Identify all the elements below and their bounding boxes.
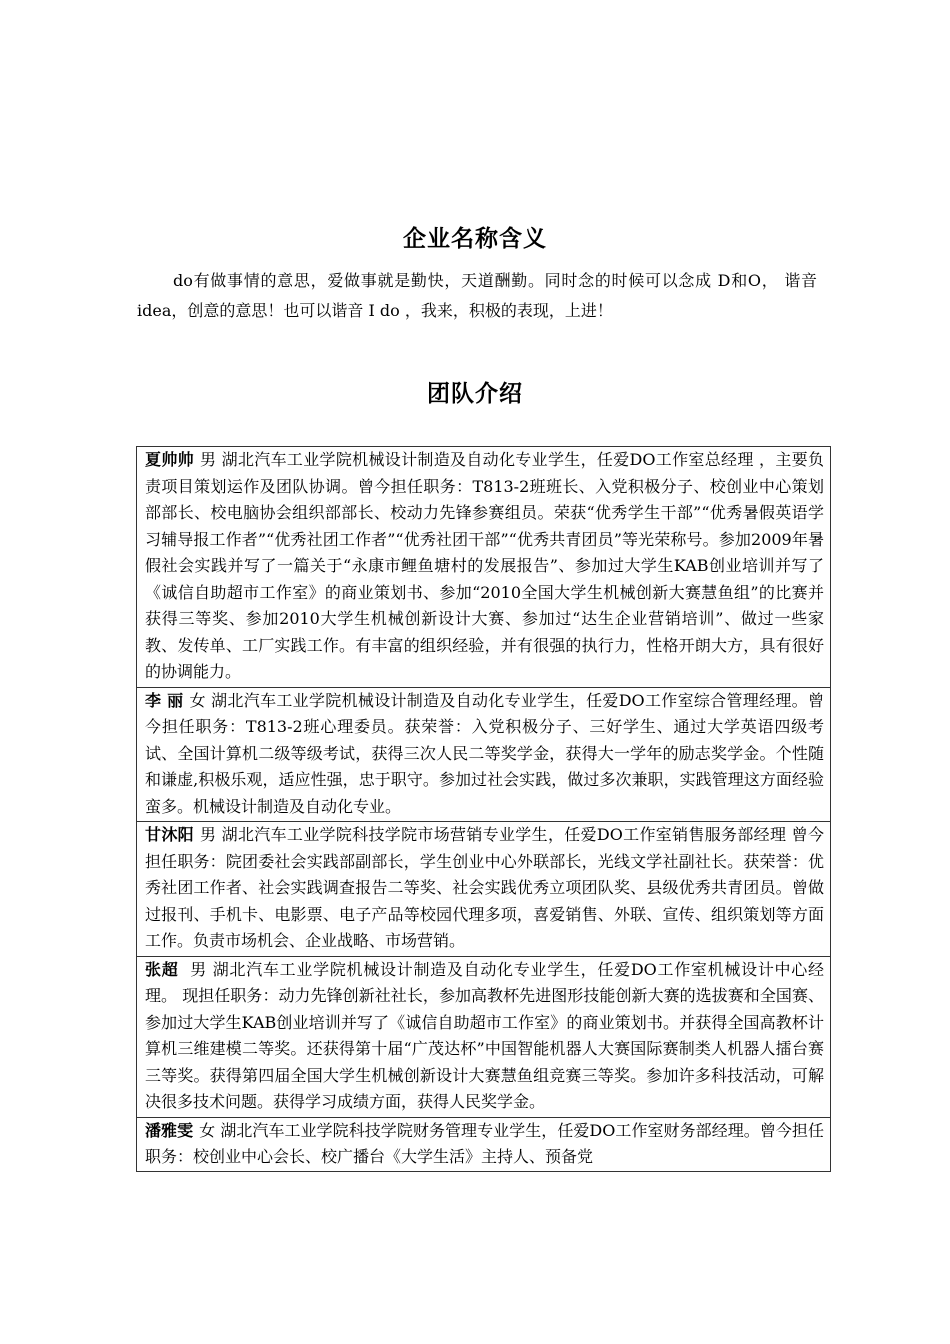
team-member-cell — [137, 1117, 831, 1171]
member-description: 男 湖北汽车工业学院机械设计制造及自动化专业学生，任爱DO工作室总经理 ，主要负责项目策划运作及团队协调。曾今担任职务：T813-2班班长、入党积极分子、校创业中心策划部部长、校电脑协会组织部部长、校动力先锋参赛组员。荣获“优秀学生干部”“优秀暑假英语学习辅导报工作者”“优秀社团工作者”“优秀社团干部”“优秀共青团员”等光荣称号。参加2009年暑假社会实践并写了一篇关于“永康市鲤鱼塘村的发展报告”、参加过大学生KAB创业培训并写了《诚信自助超市工作室》的商业策划书、参加“2010全国大学生机械创新大赛慧鱼组”的比赛并获得三等奖、参加2010大学生机械创新设计大赛、参加过“达生企业营销培训”、做过一些家教、发传单、工厂实践工作。有丰富的组织经验，并有很强的执行力，性格开朗大方，具有很好的协调能力。 — [145, 450, 824, 681]
section-title-company-name: 企业名称含义 — [403, 226, 547, 252]
member-name: 甘沐阳 — [145, 825, 194, 844]
team-member-cell — [137, 956, 831, 1117]
table-row — [137, 956, 831, 1117]
member-description: 女 湖北汽车工业学院科技学院财务管理专业学生，任爱DO工作室财务部经理。曾今担任职务：校创业中心会长、校广播台《大学生活》主持人、预备党 — [145, 1120, 824, 1166]
member-description: 男 湖北汽车工业学院科技学院市场营销专业学生，任爱DO工作室销售服务部经理 曾今担任职务：院团委社会实践部副部长，学生创业中心外联部长，光线文学社副社长。获荣誉：优秀社团工作者、社会实践调查报告二等奖、社会实践优秀立项团队奖、县级优秀共青团员。曾做过报刊、手机卡、电影票、电子产品等校园代理多项，喜爱销售、外联、宣传、组织策划等方面工作。负责市场机会、企业战略、市场营销。 — [145, 825, 824, 950]
company-name-paragraph: do有做事情的意思，爱做事就是勤快，天道酬勤。同时念的时候可以念成 D和O， 谐音idea，创意的意思！也可以谐音 I do ，我来，积极的表现，上进！ — [137, 271, 817, 320]
section-title-team: 团队介绍 — [427, 381, 523, 407]
table-row — [137, 447, 831, 688]
team-member-cell — [137, 822, 831, 957]
member-name: 夏帅帅 — [145, 450, 194, 469]
table-row — [137, 1117, 831, 1171]
member-name: 李 丽 — [145, 690, 184, 710]
team-table — [136, 446, 831, 1172]
member-description: 男 湖北汽车工业学院机械设计制造及自动化专业学生，任爱DO工作室机械设计中心经理。 现担任职务：动力先锋创新社社长，参加高教杯先进图形技能创新大赛的选拔赛和全国赛、参加过大学生KAB创业培训并写了《诚信自助超市工作室》的商业策划书。并获得全国高教杯计算机三维建模二等奖。还获得第十届“广茂达杯”中国智能机器人大赛国际赛制类人机器人擂台赛三等奖。获得第四届全国大学生机械创新设计大赛慧鱼组竞赛三等奖。参加许多科技活动，可解决很多技术问题。获得学习成绩方面，获得人民奖学金。 — [145, 959, 824, 1111]
team-member-cell — [137, 687, 831, 822]
table-row — [137, 822, 831, 957]
member-name: 潘雅雯 — [145, 1120, 194, 1140]
member-description: 女 湖北汽车工业学院机械设计制造及自动化专业学生，任爱DO工作室综合管理经理。曾今担任职务：T813-2班心理委员。获荣誉：入党积极分子、三好学生、通过大学英语四级考试、全国计算机二级等级考试，获得三次人民二等奖学金，获得大一学年的励志奖学金。个性随和谦虚,积极乐观，适应性强，忠于职守。参加过社会实践，做过多次兼职，实践管理这方面经验蛮多。机械设计制造及自动化专业。 — [145, 690, 824, 816]
team-member-cell — [137, 447, 831, 688]
table-row — [137, 687, 831, 822]
member-name: 张超 — [145, 959, 179, 979]
cell-clip — [145, 1118, 824, 1170]
